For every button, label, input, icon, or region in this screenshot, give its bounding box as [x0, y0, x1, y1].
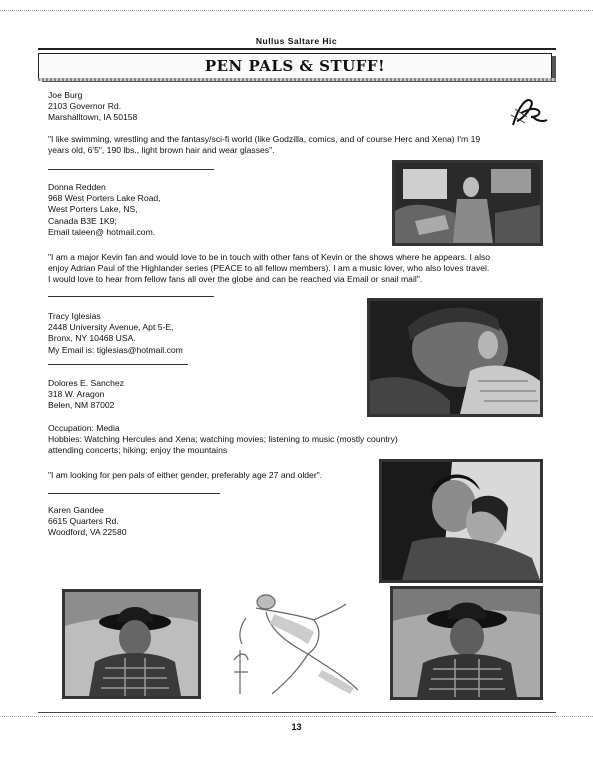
quote-line: enjoy Adrian Paul of the Highlander series (PEACE to all fellow members). I am a music lover, who also loves travel.	[48, 263, 490, 274]
entry-line: 2103 Governor Rd.	[48, 101, 122, 112]
photo-indoor-scene	[392, 160, 543, 246]
entry-line: Email taleen@ hotmail.com.	[48, 226, 156, 237]
quote-line: "I like swimming, wrestling and the fantasy/sci-fi world (like Godzilla, comics, and of course Herc and Xena) I'm 19	[48, 134, 481, 144]
header-rule	[38, 48, 556, 50]
banner-shadow-band	[38, 78, 556, 81]
separator-rule	[48, 169, 214, 170]
top-dotted-rule	[0, 10, 593, 11]
entry-line: Donna Redden	[48, 182, 106, 192]
detail-line: Hobbies: Watching Hercules and Xena; watching movies; listening to music (mostly country)	[48, 434, 398, 445]
entry-joe-burg-quote	[48, 134, 480, 156]
entry-line: Belen, NM 87002	[48, 400, 115, 411]
entry-donna-redden-quote	[48, 252, 490, 286]
entry-line: Canada B3E 1K9;	[48, 215, 117, 226]
separator-rule	[48, 493, 220, 494]
entry-line: Marshalltown, IA 50158	[48, 112, 138, 123]
entry-line: Tracy Iglesias	[48, 311, 101, 321]
detail-line: Occupation: Media	[48, 423, 120, 433]
section-title: PEN PALS & STUFF!	[204, 57, 386, 75]
quote-line: "I am a major Kevin fan and would love to be in touch with other fans of Kevin or the shows where he appears. I also	[48, 252, 491, 262]
entry-karen-gandee-address	[48, 505, 127, 539]
detail-line: attending concerts; hiking; enjoy the mountains	[48, 445, 228, 456]
entry-line: Woodford, VA 22580	[48, 527, 127, 538]
page-number: 13	[291, 722, 302, 732]
entry-line: West Porters Lake, NS,	[48, 204, 138, 215]
entry-line: Karen Gandee	[48, 505, 104, 515]
entry-line: Joe Burg	[48, 90, 83, 100]
photo-man-in-hat-left	[62, 589, 201, 699]
footer-dotted-rule	[0, 716, 593, 717]
entry-line: 2448 University Avenue, Apt 5-E,	[48, 322, 174, 333]
footer-rule	[38, 712, 556, 713]
entry-dolores-sanchez-details	[48, 423, 398, 457]
entry-line: 318 W. Aragon	[48, 389, 105, 400]
sketch-dancing-figure	[226, 590, 376, 698]
entry-dolores-sanchez-quote	[48, 470, 322, 481]
separator-rule	[48, 364, 188, 365]
quote-line: I would love to hear from fellow fans all over the globe and can be reached via Email or snail mail".	[48, 274, 423, 285]
photo-couple-embrace	[379, 459, 543, 583]
entry-tracy-iglesias-address	[48, 311, 183, 356]
photo-portrait-closeup	[367, 298, 543, 417]
entry-dolores-sanchez-address	[48, 378, 124, 412]
entry-line: Bronx, NY 10468 USA.	[48, 333, 136, 344]
quote-line: "I am looking for pen pals of either gender, preferably age 27 and older".	[48, 470, 323, 480]
entry-line: 6615 Quarters Rd.	[48, 516, 119, 527]
section-banner	[38, 53, 552, 79]
entry-line: My Email is: tiglesias@hotmail.com	[48, 344, 183, 355]
photo-man-in-hat-right	[390, 586, 543, 700]
running-header: Nullus Saltare Hic	[255, 36, 338, 46]
separator-rule	[48, 296, 214, 297]
entry-joe-burg-address	[48, 90, 137, 124]
entry-line: 968 West Porters Lake Road,	[48, 193, 161, 204]
entry-line: Dolores E. Sanchez	[48, 378, 124, 388]
signature-mark	[505, 95, 549, 129]
entry-donna-redden-address	[48, 182, 161, 238]
quote-line: years old, 6'5", 190 lbs., light brown hair and wear glasses".	[48, 145, 275, 156]
